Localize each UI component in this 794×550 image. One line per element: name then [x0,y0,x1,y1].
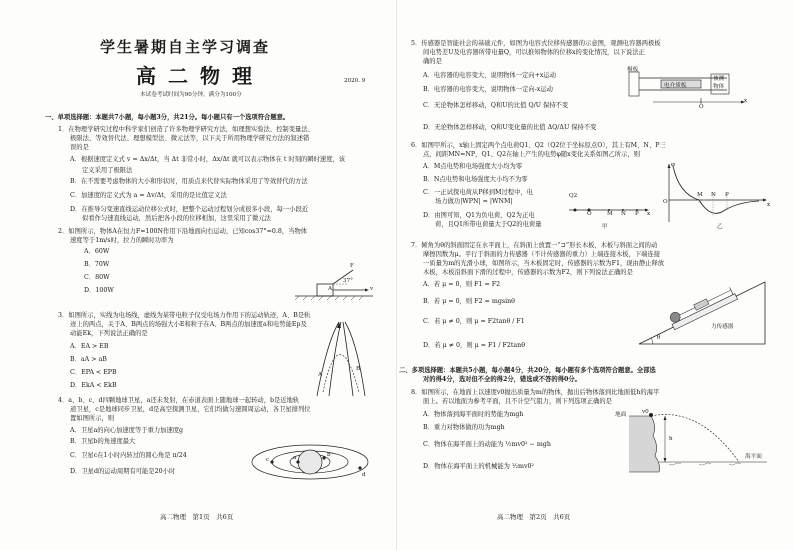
q7-option-b: B．若 μ = 0，则 F2 = mgsinθ [423,298,515,305]
q6-option-c-2: 场力做功|WPN| = |WNM| [435,198,513,205]
q8-stem: 8．如图所示，在地面上以速度v0抛出质量为m的物体，抛出后物体落到比地面低h的海平 [411,389,660,396]
exam-title: 学生暑期自主学习调查 [100,38,271,56]
q5-option-a: A．电容器的电容变大，说明物体一定向+x运动 [423,72,557,79]
q3-fig-B: B [356,366,361,372]
q1-option-a: A．根据速度定义式 v = Δx/Δt，当 Δt 非常小时，Δx/Δt 就可以表示物体在 t 时刻的瞬时速度，该 [70,156,346,163]
q6-yi-x: x [767,202,771,208]
q6-stem-2: 点，间距MN=NP，Q1、Q2在轴上产生的电势φ随x变化关系如图乙所示，则 [423,151,640,158]
q2-stem-2: 速度等于1m/s时，拉力的瞬时功率为 [70,237,174,244]
q6-jia-O: O [587,211,592,217]
q5-stem-2: 间电势差U及电容器所带电量Q，可以推知物体的位移x的变化情况，以下说法正 [423,49,645,56]
q5-fig-x: x [744,98,748,104]
q5-stem: 5．传感器是智能社会的基础元件，如图为电容式位移传感器的示意图，观测电容器两极板 [411,40,661,47]
q8-option-c: C．物体在海平面上的动能为 ½mv0² − mgh [423,441,551,448]
q4-option-c: C．卫星c在1小时内转过的圆心角是 π/24 [70,452,187,459]
q2-fig-angle: 37° [343,278,353,284]
q6-option-b: B．N点电势和电场强度大小均不为零 [423,176,528,183]
q5-figure [627,68,747,108]
q6-label-yi: 乙 [717,224,723,230]
q7-stem-4: 木板，木板沿斜面下滑的过程中，传感器的示数为F2，则下列说法正确的是 [423,269,633,276]
q7-stem-2: 摩擦因数为μ。平行于斜面的力传感器（不计传感器的重力）上端连接木板，下端连接 [423,251,661,258]
q1-stem: 1．在物理学研究过程中科学家们创造了许多物理学研究方法，如理想实验法、控制变量法、 [58,126,314,133]
q7-stem: 7．倾角为θ的斜面固定在水平面上，在斜面上放置一“⊐”形长木板，木板与斜面之间的动 [411,242,658,249]
exam-note: 本试卷考试时间为90分钟，满分为100分 [140,92,242,98]
q6-yi-P: P [725,192,729,198]
q3-option-d: D．EkA < EkB [70,382,117,389]
q4-stem: 4．a、b、c、d四颗地球卫星，a还未发射，在赤道表面上随地球一起转动，b是近地轨 [58,397,300,404]
q2-fig-F: F [350,263,354,269]
q8-fig-h: h [669,436,673,442]
q8-fig-sea: 海平面 [745,454,762,460]
q6-yi-phi: φ [671,162,675,168]
q6-jia-N: N [621,211,626,217]
q8-option-d: D．物体在海平面上的机械能为 ½mv0² [423,463,535,470]
footer-page-2: 高二物理 第2页 共6页 [497,513,571,521]
q7-option-d: D．若 μ ≠ 0，则 μ = F1 / F2tanθ [423,342,525,349]
q6-jia-M: M [607,211,613,217]
q2-fig-v: v [370,286,374,292]
q5-option-b: B．电容器的电容变大，说明物体一定向-x运动 [423,86,553,93]
q1-option-b: B．在不需要考虑物体的大小和形状时，用质点来代替实际物体采用了等效替代的方法 [70,178,308,185]
q8-figure [629,412,769,476]
q4-stem-2: 道卫星，c是地球同步卫星，d是高空探测卫星，它们均做匀速圆周运动，各卫星排列位 [70,406,311,413]
q2-option-c: C．80W [84,274,110,281]
q1-option-d: D．在推导匀变速直线运动位移公式时，把整个运动过程划分成很多小段，每一小段近 [70,206,309,213]
q2-option-a: A．60W [84,248,110,255]
q7-fig-theta: θ [657,335,661,341]
q4-fig-b: b [327,452,331,458]
q5-option-c: C．无论物体怎样移动，Q和U的比值 Q/U 保持不变 [423,102,569,109]
q3-fig-A: A [318,372,323,378]
q6-stem: 6．如图甲所示，x轴上固定两个点电荷Q1、Q2（Q2位于坐标原点O），其上有M、N、P三 [411,142,666,149]
q3-figure [305,322,375,397]
q6-option-d: D．由图可知，Q1为负电荷，Q2为正电 [423,212,535,219]
q4-option-d: D．卫星d的运动周期有可能是20小时 [70,468,176,475]
q1-stem-3: 误的是 [70,144,89,151]
q4-fig-c: c [266,457,270,463]
page-2 [397,0,794,550]
q3-option-b: B．aA > aB [70,356,107,363]
q4-option-b: B．卫星b的角速度最大 [70,438,136,445]
q5-fig-board: 电介质板 [664,83,687,89]
q3-stem-3: 动能Ek，下列说法正确的是 [70,330,148,337]
q6-option-c: C．一正试探电荷从P移到M过程中，电 [423,189,533,196]
q8-option-a: A．物体落到海平面时的势能为mgh [423,411,524,418]
q3-option-c: C．EPA < EPB [70,369,117,376]
exam-subject: 高二物理 [136,64,264,88]
q6-figure-jia [569,200,649,220]
q5-option-d: D．无论物体怎样移动，Q和U变化量的比值 ΔQ/ΔU 保持不变 [423,124,597,131]
exam-date: 2020. 9 [344,78,366,84]
q4-option-a: A．卫星a的向心加速度等于重力加速度g [70,427,184,434]
q7-fig-sensor: 力传感器 [711,324,734,330]
q7-stem-3: 一质量为m的光滑小球，如图所示，当木板固定时，传感器的示数为F1，现由静止释放 [423,260,665,267]
q4-stem-3: 置如图所示，则 [70,415,115,422]
section2-heading-2: 对的得4分，选对但不全的得2分，错选或不答的得0分。 [423,376,581,383]
q4-fig-d: d [362,472,366,478]
q1-option-c: C．加速度的定义式为 a = Δv/Δt，采用的是比值定义法 [70,192,227,199]
section1-heading: 一、单项选择题：本题共7小题，每小题3分，共21分。每小题只有一个选项符合题意。 [45,114,290,121]
q5-stem-3: 确的是 [423,58,442,65]
q7-option-a: A．若 μ = 0，则 F1 = F2 [423,281,501,288]
q2-option-d: D．100W [84,287,114,294]
q8-fig-ground: 地面 [615,412,627,418]
section2-heading: 二、多项选择题：本题共5小题，每小题4分，共20分，每小题有多个选项符合题意。全部选 [399,367,656,374]
q6-yi-O: O [663,199,668,205]
q6-option-a: A．M点电势和电场强度大小均为零 [423,163,523,170]
q7-option-c: C．若 μ ≠ 0，则 μ = F2tanθ / F1 [423,318,525,325]
q1-option-a-2: 定义采用了极限法 [82,167,133,174]
q8-option-b: B．重力对物体做的功为mgh [423,424,505,431]
q6-jia-Q2: Q2 [569,193,578,199]
q5-fig-object: 被测物体 [713,76,725,90]
q1-option-d-2: 似看作匀速直线运动，然后把各小段的位移相加，这里采用了微元法 [82,215,271,222]
q3-option-a: A．EA > EB [70,343,109,350]
q2-stem: 2．如图所示，物体A在恒力F=100N作用下沿地面向右运动，已知cos37°=0.8，当物体 [58,228,308,235]
q4-fig-a: a [293,455,297,461]
q6-jia-x: x [647,211,651,217]
q5-fig-O: O [699,104,704,110]
q5-fig-plate: 极板 [627,67,639,73]
q6-option-d-2: 荷，且Q1所带电荷量大于Q2的电荷量 [435,221,542,228]
q6-label-jia: 甲 [602,224,608,230]
q6-yi-M: M [697,192,703,198]
q2-figure [295,262,375,302]
q6-jia-P: P [635,211,639,217]
q3-stem-2: 迹上的两点，关于A、B两点的场强大小E和粒子在A、B两点的加速度a和电势能Ep及 [70,321,307,328]
q8-stem-2: 面上。若以地面为参考平面，且不计空气阻力，则下列选项正确的是 [423,398,612,405]
q2-fig-A: A [328,286,333,292]
q8-fig-v0: v0 [642,409,649,415]
q2-option-b: B．70W [84,261,110,268]
q6-yi-N: N [711,192,716,198]
q3-stem: 3．如图所示，实线为电场线，虚线为某带电粒子仅受电场力作用下的运动轨迹，A、B是轨 [58,312,311,319]
q1-stem-2: 极限法、等效替代法、理想模型法、微元法等，以下关于所用物理学研究方法的叙述错 [70,135,310,142]
footer-page-1: 高二物理 第1页 共6页 [160,513,234,521]
